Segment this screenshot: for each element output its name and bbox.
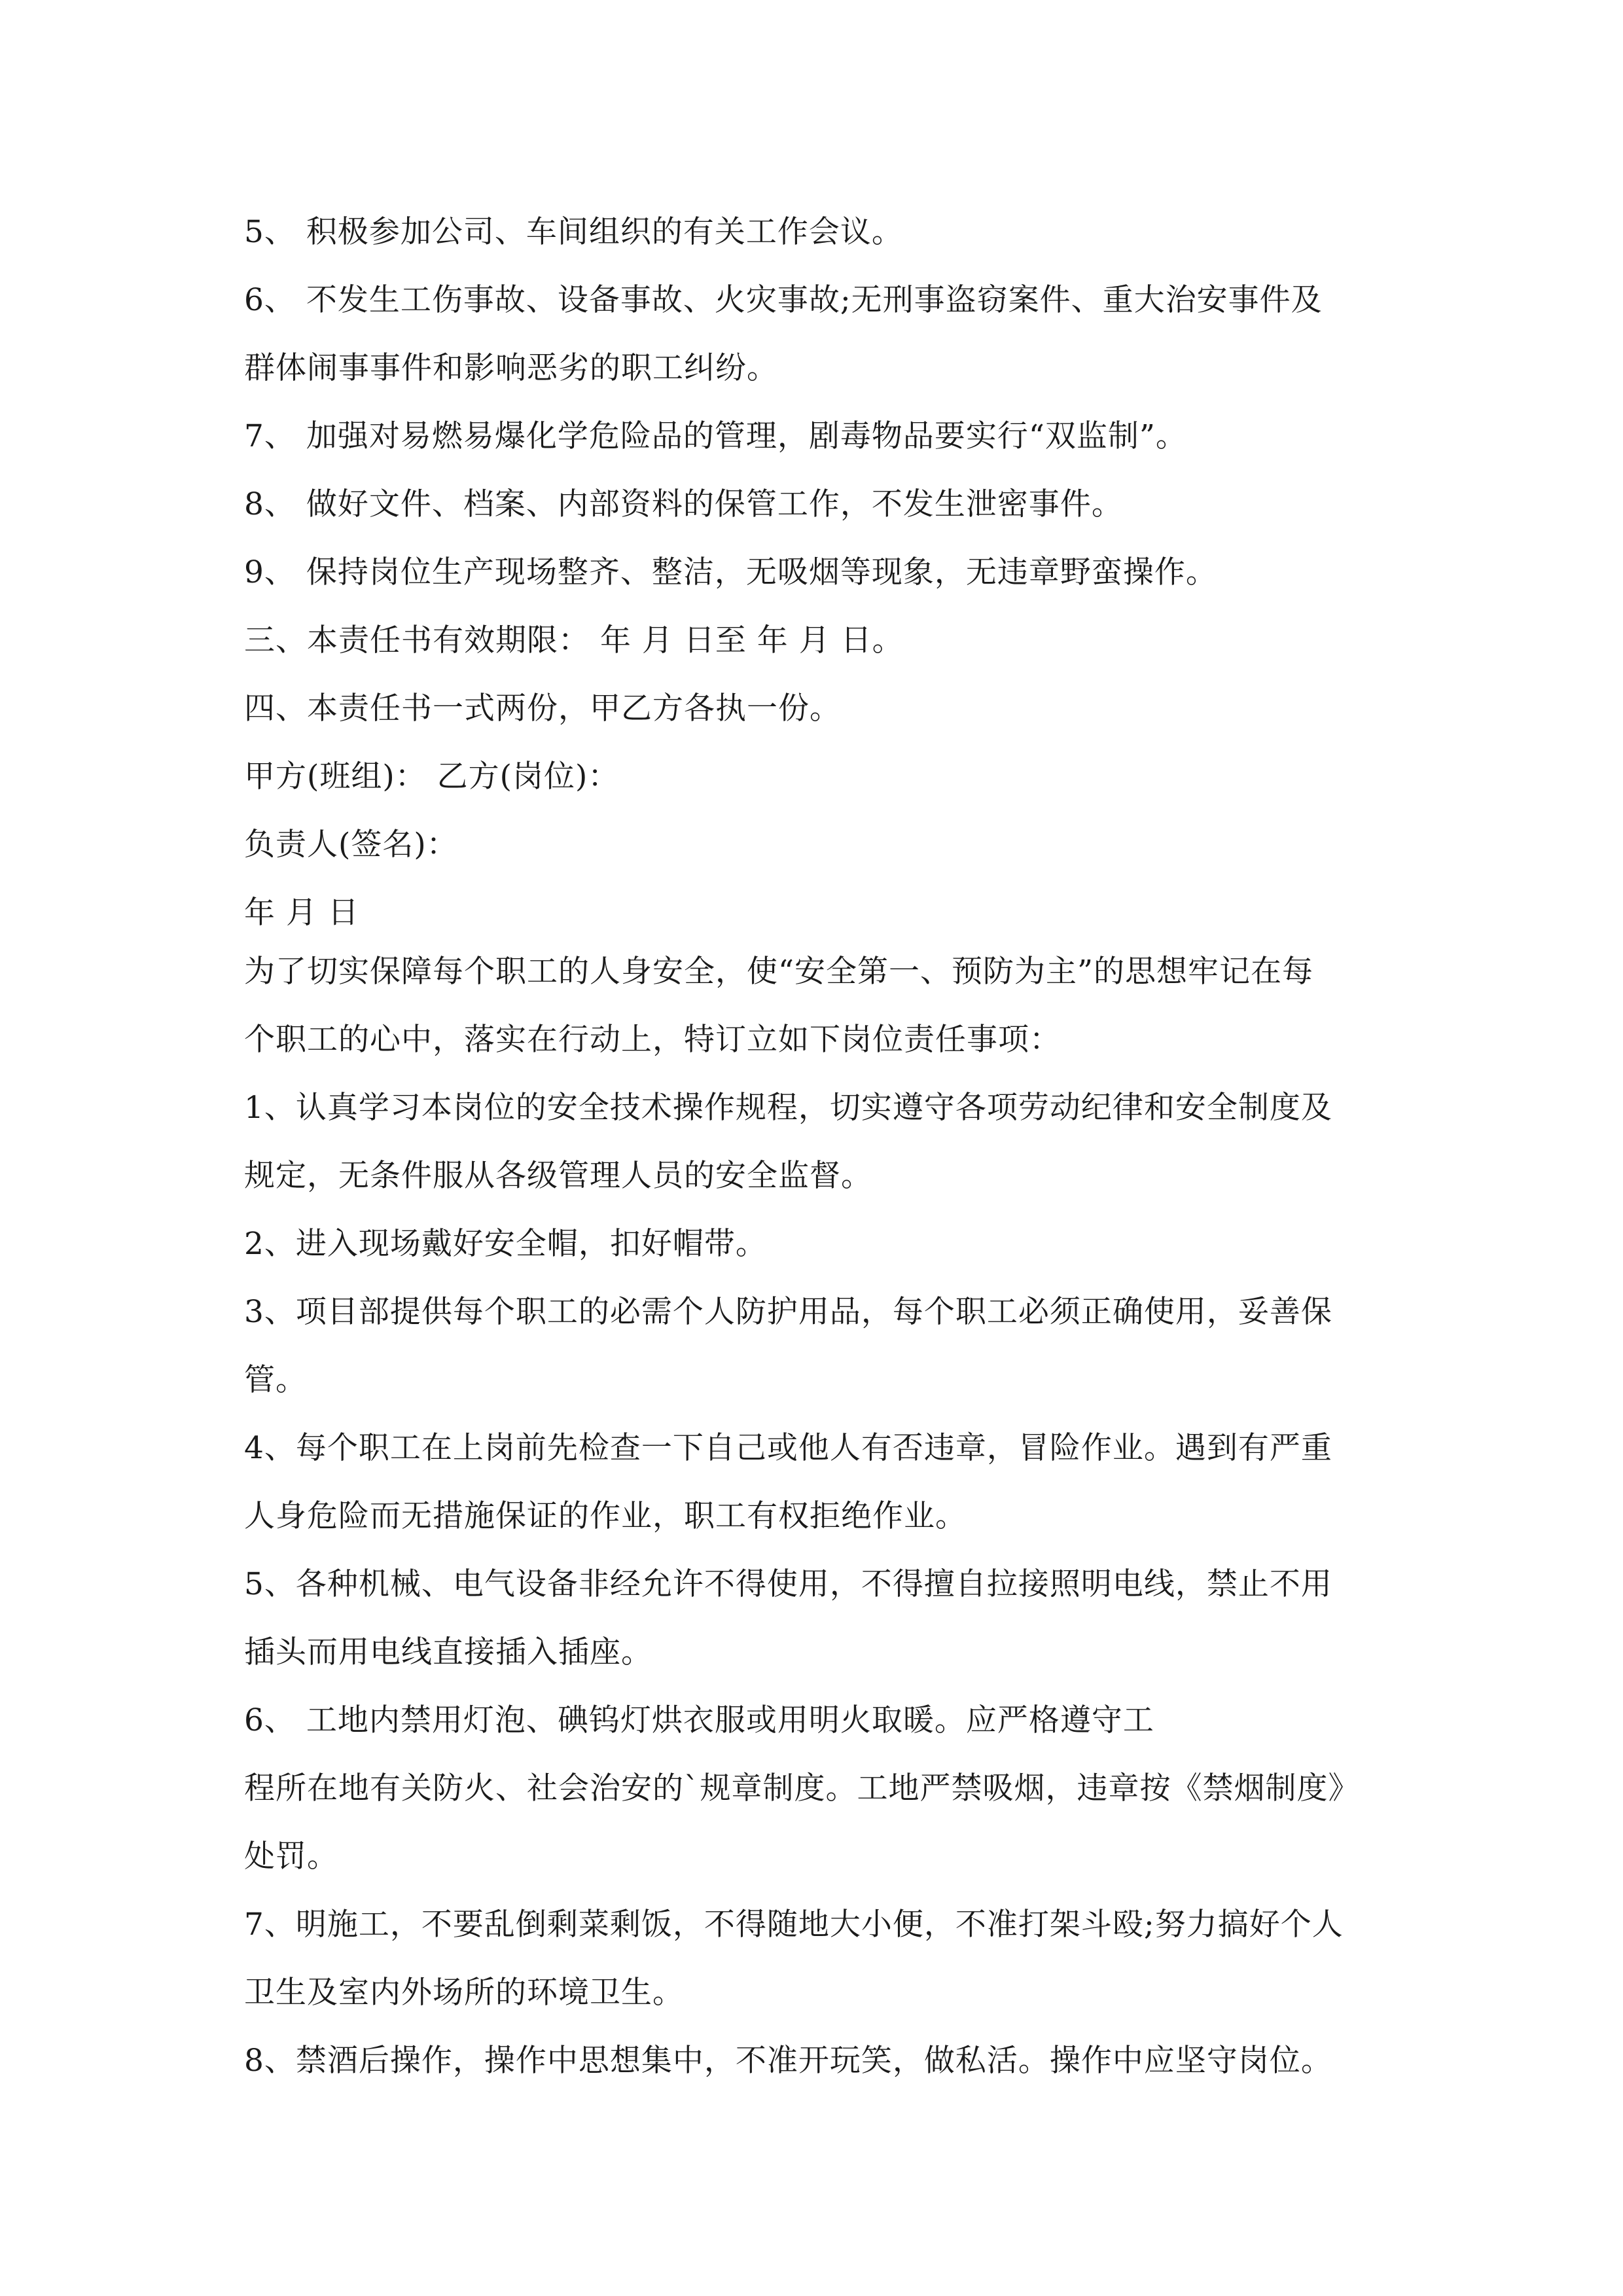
item-2-line: 2、进入现场戴好安全帽，扣好帽带。 bbox=[244, 1226, 767, 1262]
item-6-line-2: 程所在地有关防火、社会治安的`规章制度。工地严禁吸烟，违章按《禁烟制度》 bbox=[244, 1770, 1360, 1806]
clause-8-line: 8、 做好文件、档案、内部资料的保管工作，不发生泄密事件。 bbox=[244, 486, 1123, 522]
date-line: 年 月 日 bbox=[244, 895, 359, 931]
item-7-line-1: 7、明施工，不要乱倒剩菜剩饭，不得随地大小便，不准打架斗殴;努力搞好个人 bbox=[244, 1907, 1344, 1943]
clause-6-line-1: 6、 不发生工伤事故、设备事故、火灾事故;无刑事盗窃案件、重大治安事件及 bbox=[244, 282, 1323, 318]
intro-line-1: 为了切实保障每个职工的人身安全，使“安全第一、预防为主”的思想牢记在每 bbox=[244, 954, 1314, 990]
responsibility-clauses-section bbox=[244, 198, 1386, 947]
item-4-line-2: 人身危险而无措施保证的作业，职工有权拒绝作业。 bbox=[244, 1498, 967, 1534]
validity-period-line: 三、本责任书有效期限： 年 月 日至 年 月 日。 bbox=[244, 622, 904, 658]
item-1-line-2: 规定，无条件服从各级管理人员的安全监督。 bbox=[244, 1158, 872, 1194]
post-responsibility-section bbox=[244, 938, 1386, 2095]
item-5-line-1: 5、各种机械、电气设备非经允许不得使用，不得擅自拉接照明电线，禁止不用 bbox=[244, 1566, 1332, 1602]
copies-line: 四、本责任书一式两份，甲乙方各执一份。 bbox=[244, 691, 841, 726]
item-6-line-3: 处罚。 bbox=[244, 1839, 338, 1874]
clause-7-line: 7、 加强对易燃易爆化学危险品的管理，剧毒物品要实行“双监制”。 bbox=[244, 418, 1187, 454]
item-1-line-1: 1、认真学习本岗位的安全技术操作规程，切实遵守各项劳动纪律和安全制度及 bbox=[244, 1090, 1332, 1126]
item-5-line-2: 插头而用电线直接插入插座。 bbox=[244, 1634, 652, 1670]
clause-6-line-2: 群体闹事事件和影响恶劣的职工纠纷。 bbox=[244, 350, 778, 386]
item-8-line: 8、禁酒后操作，操作中思想集中，不准开玩笑，做私活。操作中应坚守岗位。 bbox=[244, 2043, 1332, 2079]
item-7-line-2: 卫生及室内外场所的环境卫生。 bbox=[244, 1975, 684, 2011]
item-6-line-1: 6、 工地内禁用灯泡、碘钨灯烘衣服或用明火取暖。应严格遵守工 bbox=[244, 1702, 1154, 1738]
clause-9-line: 9、 保持岗位生产现场整齐、整洁，无吸烟等现象，无违章野蛮操作。 bbox=[244, 554, 1217, 590]
intro-line-2: 个职工的心中，落实在行动上，特订立如下岗位责任事项： bbox=[244, 1022, 1061, 1058]
item-3-line-1: 3、项目部提供每个职工的必需个人防护用品，每个职工必须正确使用，妥善保 bbox=[244, 1294, 1332, 1330]
clause-5-line: 5、 积极参加公司、车间组织的有关工作会议。 bbox=[244, 214, 903, 250]
parties-line: 甲方(班组)： 乙方(岗位)： bbox=[244, 759, 620, 795]
item-4-line-1: 4、每个职工在上岗前先检查一下自己或他人有否违章，冒险作业。遇到有严重 bbox=[244, 1430, 1332, 1466]
signature-line: 负责人(签名)： bbox=[244, 827, 458, 863]
item-3-line-2: 管。 bbox=[244, 1362, 307, 1398]
